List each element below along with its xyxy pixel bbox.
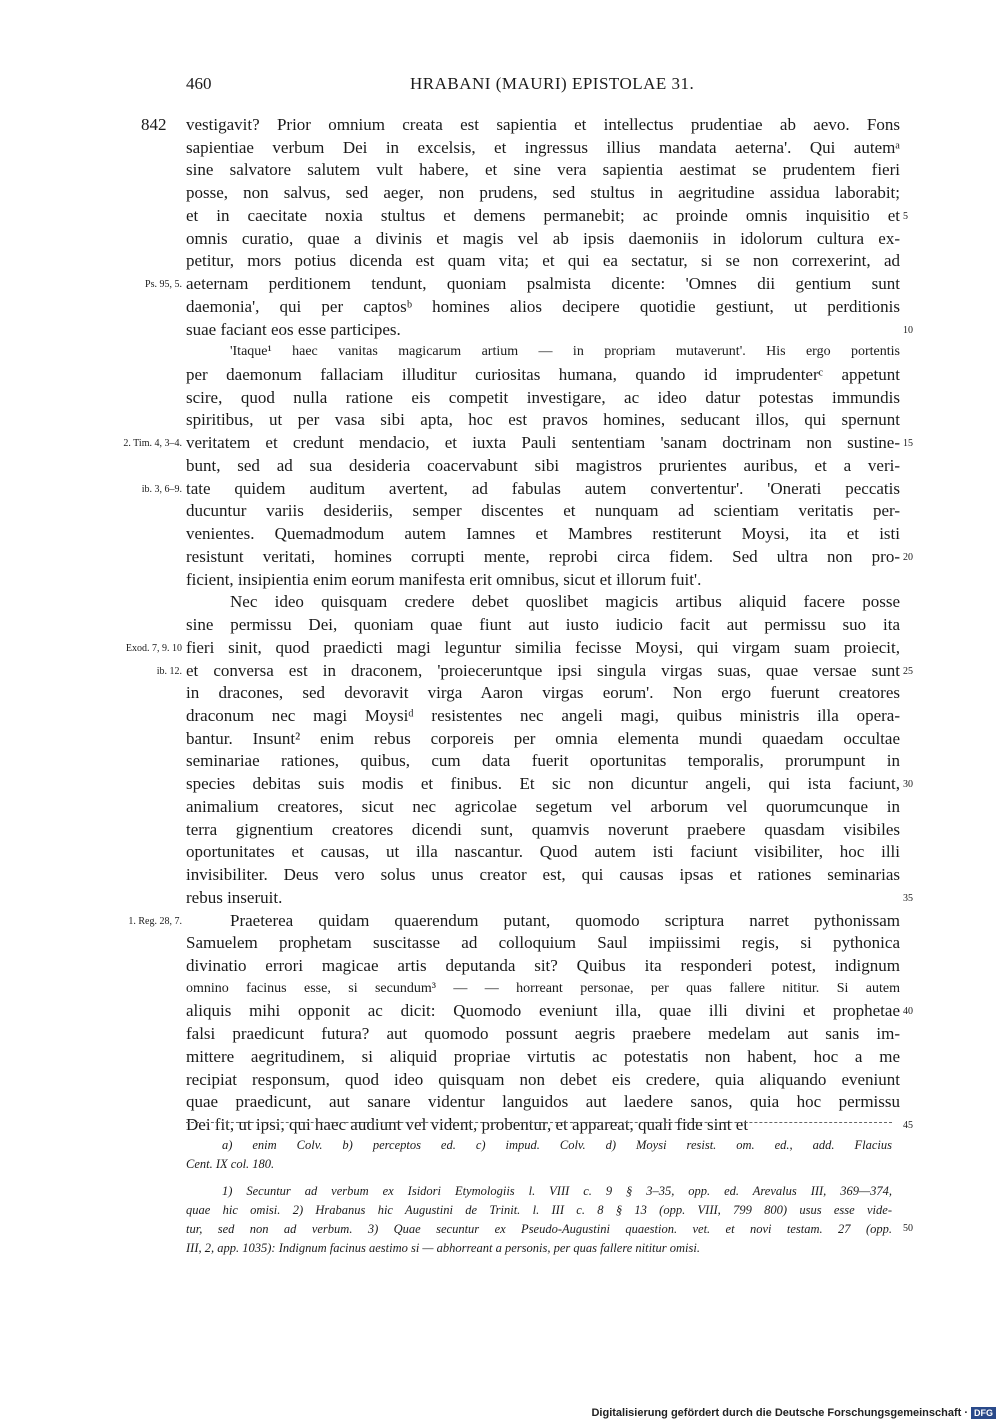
line-number: 45 (903, 1120, 913, 1132)
text-line: seminariae rationes, quibus, cum data fuerit oportunitas temporalis, prorumpunt in (186, 751, 900, 771)
text-line: invisibiliter. Deus vero solus unus creator est, qui causas ipsas et rationes seminarias (186, 865, 900, 885)
text-line: sine permissu Dei, quoniam quae fiunt aut iusto iudicio facit aut permissu suo ita (186, 615, 900, 635)
source-note: III, 2, app. 1035): Indignum facinus aestimo si — abhorreant a personis, per quas fallere nititur omisi. (186, 1241, 700, 1255)
text-line: scire, quod nulla ratione eis competit investigare, ac ideo datur potestas immundis (186, 387, 900, 407)
margin-ref: Ps. 95, 5. (145, 279, 182, 291)
text-line: resistunt veritati, homines corrupti mente, reprobi circa fidem. Sed ultra non pro- (186, 546, 900, 566)
text-line: bantur. Insunt² enim rebus corporeis per omnia elementa mundi quaedam occultae (186, 728, 900, 748)
text-line: bunt, sed ad sua desideria coacervabunt sibi magistros prurientes auribus, et a veri- (186, 455, 900, 475)
text-line: venientes. Quemadmodum autem Iamnes et Mambres restiterunt Moysi, ita et isti (186, 524, 900, 544)
text-line: vestigavit? Prior omnium creata est sapientia et intellectus prudentiae ab aevo. Fons (186, 115, 900, 134)
apparatus-note: a) enim Colv. b) perceptos ed. c) impud. Colv. d) Moysi resist. om. ed., add. Flacius (222, 1138, 892, 1152)
text-line: draconum nec magi Moysiᵈ resistentes nec angeli magi, quibus ministris illa opera- (186, 705, 900, 725)
text-line: sapientiae verbum Dei in excelsis, et ingressus illius mandata aeterna'. Qui autemᵃ (186, 137, 900, 157)
margin-ref: ib. 12. (156, 665, 182, 677)
line-number: 35 (903, 892, 913, 904)
line-number: 15 (903, 438, 913, 450)
credit-text: Digitalisierung gefördert durch die Deutsche Forschungsgemeinschaft · (591, 1407, 968, 1419)
text-line: suae faciant eos esse participes. (186, 319, 401, 339)
text-line: aliquis mihi opponit ac dicit: Quomodo eveniunt illa, quae illi divini et prophetae (186, 1001, 900, 1021)
text-line: Praeterea quidam quaerendum putant, quomodo scriptura narret pythonissam (230, 910, 900, 930)
text-line: omnis curatio, quae a divinis et magis vel ab ipsis daemoniis in idolorum cultura ex- (186, 228, 900, 248)
text-line: per daemonum fallaciam illuditur curiositas humana, quando id imprudenterᶜ appetunt (186, 365, 900, 385)
page-number: 460 (186, 74, 212, 93)
text-line: terra gignentium creatores dicendi sunt, quamvis noverunt praebere quasdam visibiles (186, 819, 900, 839)
line-number: 40 (903, 1006, 913, 1018)
text-line: Dei fit, ut ipsi, qui haec audiunt vel vident, probentur, et appareat, quali fide sint et (186, 1115, 749, 1135)
text-line: et conversa est in draconem, 'proieceruntque ipsi singula virgas suas, quae versae sunt (186, 660, 900, 680)
line-number: 5 (903, 210, 908, 222)
text-line: aeternam perditionem tendunt, quoniam psalmista dicente: 'Omnes dii gentium sunt (186, 274, 900, 294)
margin-ref: ib. 3, 6–9. (141, 483, 182, 495)
source-note: 1) Secuntur ad verbum ex Isidori Etymologiis l. VIII c. 9 § 3–35, opp. ed. Arevalus III, 369—374, (222, 1184, 892, 1198)
apparatus-note: Cent. IX col. 180. (186, 1157, 275, 1171)
text-line: omnino facinus esse, si secundum³ — — horreant personae, per quas fallere nititur. Si autem (186, 980, 900, 996)
digitization-credit (591, 1407, 996, 1419)
line-number: 20 (903, 551, 913, 563)
text-line: Nec ideo quisquam credere debet quoslibet magicis artibus aliquid facere posse (230, 592, 900, 612)
text-line: sine salvatore salutem vult habere, et sine vera sapientia aestimat se prudentem fieri (186, 160, 900, 180)
line-number: 10 (903, 324, 913, 336)
text-line: recipiat responsum, quod ideo quisquam non debet eis credere, quia aliquando eveniunt (186, 1069, 900, 1089)
text-line: et in caecitate noxia stultus et demens permanebit; ac proinde omnis inquisitio et (186, 205, 900, 225)
text-line: tate quidem auditum avertent, ad fabulas autem convertentur'. 'Onerati peccatis (186, 478, 900, 498)
text-line: species debitas suis modis et finibus. Et sic non dicuntur angeli, qui ista faciunt, (186, 774, 900, 794)
running-title: HRABANI (MAURI) EPISTOLAE 31. (410, 74, 695, 93)
text-line: animalium creatores, sicut nec agricolae segetum vel arborum vel quorumcunque in (186, 796, 900, 816)
text-line: petitur, mors potius dicenda est quam vita; et qui ea sectatur, si se non correxerint, ad (186, 251, 900, 271)
text-line: oportunitates et causas, ut illa nascantur. Quod autem isti faciunt visibiliter, hoc illi (186, 842, 900, 862)
margin-ref: 1. Reg. 28, 7. (128, 915, 182, 927)
text-line: posse, non salvus, sed aeger, non prudens, sed stultus in aegritudine assidua laborabit; (186, 183, 900, 203)
text-line: 'Itaque¹ haec vanitas magicarum artium — in propriam mutaverunt'. His ergo portentis (230, 344, 900, 360)
footnote-separator (186, 1122, 892, 1123)
text-line: in dracones, sed devoravit virga Aaron virgas eorum'. Non ergo fuerunt creatores (186, 683, 900, 703)
text-line: falsi praedicunt futura? aut quomodo possunt aegris praebere medelam aut sanis im- (186, 1024, 900, 1044)
text-line: daemonia', qui per captosᵇ homines alios decipere quotidie gestiunt, ut perditionis (186, 296, 900, 316)
margin-ref: 2. Tim. 4, 3–4. (123, 438, 182, 450)
text-line: rebus inseruit. (186, 887, 283, 907)
column-number: 842 (141, 115, 167, 134)
source-note: quae hic omisi. 2) Hrabanus hic Augustini de Trinit. l. III c. 8 § 13 (opp. VIII, 799 800) usus esse vide- (186, 1203, 892, 1217)
footnote-line-number: 50 (903, 1223, 913, 1234)
text-line: fieri sinit, quod praedicti magi leguntur similia fecisse Moysi, qui virgam suam proiecit, (186, 637, 900, 657)
source-note: tur, sed non ad verbum. 3) Quae secuntur ex Pseudo-Augustini quaestion. vet. et novi testam. 27 (opp. (186, 1222, 892, 1236)
line-number: 25 (903, 665, 913, 677)
line-number: 30 (903, 779, 913, 791)
text-line: mittere aegritudinem, si aliquid propriae virtutis ac potestatis non habent, hoc a me (186, 1046, 900, 1066)
text-line: veritatem et credunt mendacio, et iuxta Pauli sententiam 'sanam doctrinam non sustine- (186, 433, 900, 453)
text-line: divinatio errori magicae artis deputanda sit? Quibus ita responderi potest, indignum (186, 956, 900, 975)
text-line: spiritibus, ut per vasa sibi apta, hoc est pravos homines, seducant illos, qui spernunt (186, 410, 900, 430)
text-line: ficient, insipientia enim eorum manifesta erit omnibus, sicut et illorum fuit'. (186, 569, 702, 589)
dfg-logo: DFG (971, 1407, 996, 1419)
margin-ref: Exod. 7, 9. 10 (125, 642, 182, 654)
text-line: ducuntur variis desideriis, semper discentes et nunquam ad scientiam veritatis per- (186, 501, 900, 521)
text-line: quae praedicunt, aut sanare videntur languidos aut laedere sanos, quia hoc permissu (186, 1092, 900, 1112)
text-line: Samuelem prophetam suscitasse ad colloquium Saul impiissimi regis, si pythonica (186, 933, 900, 953)
